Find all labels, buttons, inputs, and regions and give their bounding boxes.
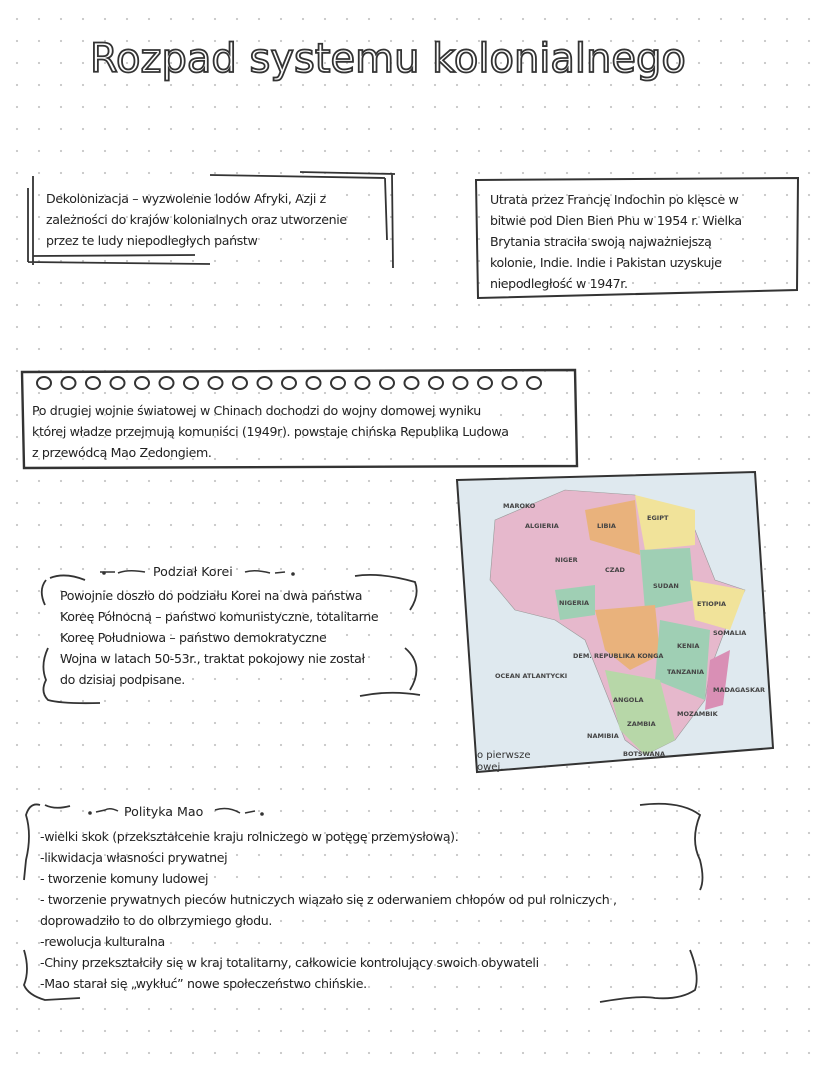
map-country-label: ZAMBIA xyxy=(627,720,656,728)
map-country-label: MAROKO xyxy=(503,502,536,510)
map-country-label: OCEAN ATLANTYCKI xyxy=(495,672,568,680)
text-line: - tworzenie prywatnych pieców hutniczych wiązało się z oderwaniem chłopów od pul rolniczych , xyxy=(40,892,617,907)
text-line: zależności do krajów kolonialnych oraz utworzenie xyxy=(46,212,347,227)
text-line: -Chiny przekształciły się w kraj totalitarny, całkowicie kontrolujący swoich obywateli xyxy=(40,955,539,970)
map-country-label: SUDAN xyxy=(653,582,679,590)
text-line: -Mao starał się „wykłuć” nowe społeczeństwo chińskie. xyxy=(40,976,367,991)
map-country-label: KENIA xyxy=(677,642,700,650)
text-line: -rewolucja kulturalna xyxy=(40,934,165,949)
map-country-label: MADAGASKAR xyxy=(713,686,766,694)
page-title: Rozpad systemu kolonialnego xyxy=(90,36,686,82)
text-line: kolonie, Indie. Indie i Pakistan uzyskuje xyxy=(490,255,722,270)
map-country-label: CZAD xyxy=(605,566,625,574)
text-line: -likwidacja własności prywatnej xyxy=(40,850,228,865)
map-country-label: EGIPT xyxy=(647,514,669,522)
map-country-label: ALGIERIA xyxy=(525,522,559,530)
map-caption-line: o pierwsze xyxy=(477,750,531,761)
text-line: Utrata przez Francję Indochin po klęsce w xyxy=(490,192,739,207)
text-line: z przewódcą Mao Zedongiem. xyxy=(32,445,212,460)
map-country-label: LIBIA xyxy=(597,522,616,530)
text-line: Koreę Południowa – państwo demokratyczne xyxy=(60,630,327,645)
text-line: Po drugiej wojnie światowej w Chinach dochodzi do wojny domowej wyniku xyxy=(32,403,481,418)
text-line: Koreę Północną – państwo komunistyczne, totalitarne xyxy=(60,609,379,624)
map-country-label: DEM. REPUBLIKA KONGA xyxy=(573,652,664,660)
map-country-label: BOTSWANA xyxy=(623,750,665,758)
text-line: Dekolonizacja – wyzwolenie lodów Afryki, Azji z xyxy=(46,191,326,206)
text-line: Brytania straciła swoją najważniejszą xyxy=(490,234,712,249)
map-country-label: SOMALIA xyxy=(713,629,747,637)
text-line: bitwie pod Dien Bien Phu w 1954 r. Wielka xyxy=(490,213,742,228)
map-country-label: NIGER xyxy=(555,556,578,564)
map-country-label: MOZAMBIK xyxy=(677,710,718,718)
text-line: Wojna w latach 50-53r., traktat pokojowy nie został xyxy=(60,651,365,666)
text-line: - tworzenie komuny ludowej xyxy=(40,871,209,886)
map-country-label: TANZANIA xyxy=(667,668,705,676)
text-line: -wielki skok (przekształcenie kraju rolniczego w potęgę przemysłową). xyxy=(40,829,459,844)
text-line: do dzisiaj podpisane. xyxy=(60,672,185,687)
text-line: której władze przejmują komuniści (1949r). powstaje chińska Republika Ludowa xyxy=(32,424,509,439)
text-line: doprowadziło to do olbrzymiego głodu. xyxy=(40,913,273,928)
text-line: przez te ludy niepodległych państw xyxy=(46,233,258,248)
map-country-label: ANGOLA xyxy=(613,696,644,704)
text-line: niepodległość w 1947r. xyxy=(490,276,628,291)
map-country-label: NAMIBIA xyxy=(587,732,619,740)
map-country-label: ETIOPIA xyxy=(697,600,727,608)
mao-heading: Polityka Mao xyxy=(124,804,204,819)
korea-heading: Podział Korei xyxy=(153,564,233,579)
text-line: Powojnie doszło do podziału Korei na dwa państwa xyxy=(60,588,363,603)
map-caption-line: owej. xyxy=(477,762,504,773)
map-country-label: NIGERIA xyxy=(559,599,590,607)
